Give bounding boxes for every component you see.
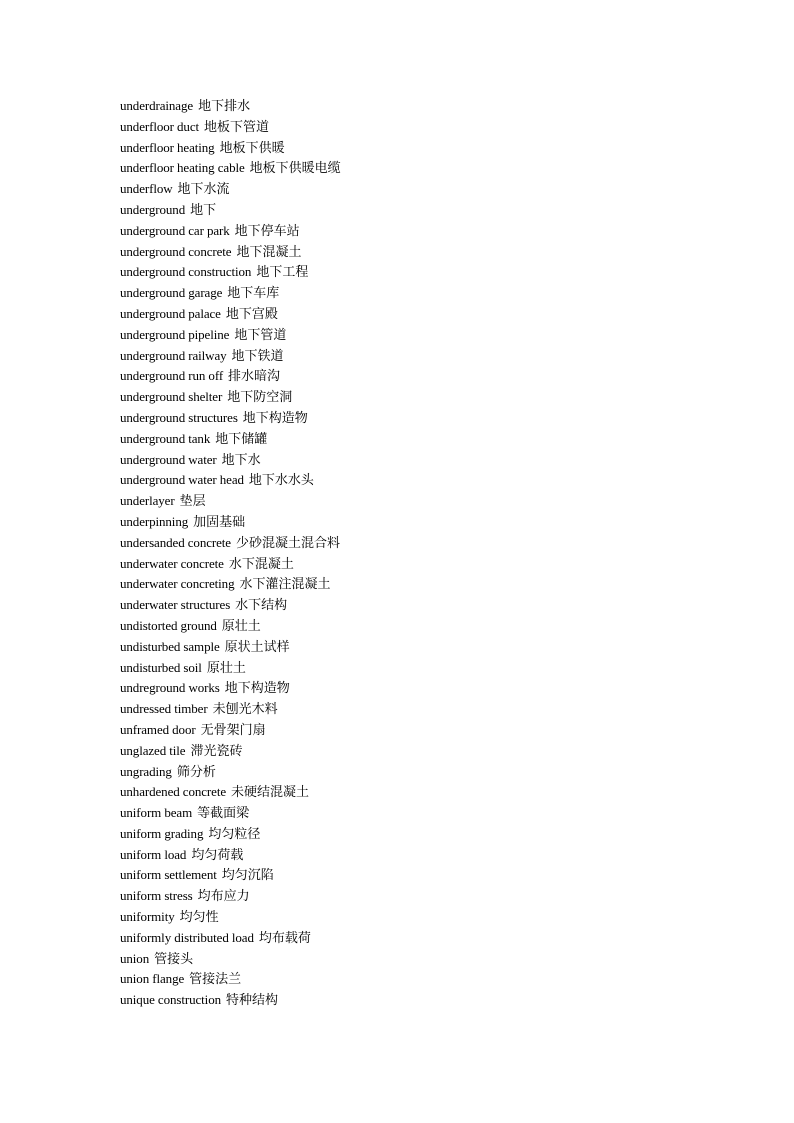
entry-translation: 地下铁道 [231,348,284,364]
entry-term: underdrainage [120,98,194,113]
entry-term: underfloor duct [120,118,200,134]
glossary-entry [120,616,341,637]
entry-term: undreground works [120,680,220,696]
entry-term: underground garage [120,285,223,301]
glossary-entry [120,845,341,866]
entry-translation: 排水暗沟 [228,369,281,385]
glossary-entry [120,803,341,824]
entry-translation: 地下车库 [227,286,280,302]
entry-translation: 地下构造物 [224,681,290,697]
glossary-entry [120,990,341,1011]
entry-translation: 均匀粒径 [208,826,261,842]
entry-translation: 无骨架门扇 [200,722,266,738]
glossary-entry [120,221,341,242]
glossary-entry [120,200,341,221]
entry-term: underpinning [120,513,189,529]
entry-term: uniform beam [120,805,193,821]
entry-translation: 地下水水头 [248,473,314,489]
entry-translation: 地下工程 [256,265,309,281]
entry-translation: 地下构造物 [242,410,308,426]
glossary-entry [120,658,341,679]
entry-term: unframed door [120,721,196,737]
entry-term: uniform stress [120,888,193,904]
entry-term: uniform grading [120,825,204,841]
entry-translation: 水下灌注混凝土 [239,577,331,593]
glossary-entry [120,699,341,720]
glossary-entry [120,283,341,304]
glossary-entry [120,762,341,783]
entry-term: unhardened concrete [120,784,227,800]
glossary-entry [120,242,341,263]
entry-term: underground shelter [120,389,223,405]
glossary-entry [120,595,341,616]
glossary-entry [120,886,341,907]
glossary-entry [120,470,341,491]
entry-translation: 特种结构 [226,993,279,1009]
glossary-entry [120,450,341,471]
entry-term: uniformity [120,909,175,925]
entry-term: underflow [120,181,173,197]
glossary-list [120,96,341,1011]
glossary-entry [120,720,341,741]
glossary-entry [120,928,341,949]
entry-translation: 均匀沉陷 [221,868,274,884]
entry-translation: 水下结构 [235,598,288,614]
entry-translation: 地下排水 [198,99,251,114]
glossary-entry [120,637,341,658]
glossary-entry [120,741,341,762]
glossary-entry [120,533,341,554]
entry-term: underwater concreting [120,576,235,592]
entry-translation: 地下管道 [234,327,287,343]
entry-translation: 地下宫殿 [225,306,278,322]
glossary-entry [120,304,341,325]
entry-term: underground railway [120,347,227,363]
glossary-entry [120,325,341,346]
entry-term: undisturbed sample [120,638,220,654]
entry-term: underground run off [120,368,224,384]
entry-term: union flange [120,971,185,987]
entry-translation: 未硬结混凝土 [231,785,310,801]
entry-translation: 水下混凝土 [228,556,294,572]
entry-term: unique construction [120,992,221,1008]
entry-translation: 地下防空洞 [227,390,293,406]
glossary-entry [120,782,341,803]
entry-term: ungrading [120,763,172,779]
entry-term: underground water [120,451,217,467]
glossary-entry [120,387,341,408]
glossary-entry [120,96,341,117]
entry-translation: 地下储罐 [215,431,268,447]
entry-term: underfloor heating [120,139,215,155]
entry-translation: 地下停车站 [234,223,300,239]
entry-term: underground tank [120,430,211,446]
glossary-entry [120,865,341,886]
entry-term: uniformly distributed load [120,929,254,945]
entry-term: underground pipeline [120,326,230,342]
entry-translation: 管接法兰 [189,972,242,988]
glossary-entry [120,366,341,387]
glossary-entry [120,678,341,699]
glossary-entry [120,949,341,970]
entry-term: unglazed tile [120,742,186,758]
entry-term: undisturbed soil [120,659,202,675]
entry-term: uniform settlement [120,867,217,883]
entry-term: underwater structures [120,597,231,613]
entry-translation: 等截面梁 [197,806,250,822]
entry-translation: 原壮土 [206,660,246,676]
glossary-entry [120,179,341,200]
entry-term: undistorted ground [120,617,217,633]
entry-translation: 地板下管道 [204,119,270,135]
entry-term: underground construction [120,264,252,280]
glossary-entry [120,408,341,429]
entry-term: undressed timber [120,701,208,717]
entry-translation: 垫层 [179,494,206,510]
entry-translation: 原壮土 [221,618,261,634]
entry-term: underground structures [120,409,238,425]
entry-term: underground car park [120,222,230,238]
entry-translation: 管接头 [154,951,194,967]
glossary-entry [120,512,341,533]
entry-translation: 地下水流 [177,182,230,198]
entry-translation: 均匀性 [179,910,219,926]
glossary-entry [120,969,341,990]
entry-term: underground palace [120,305,221,321]
glossary-entry [120,574,341,595]
glossary-entry [120,491,341,512]
glossary-entry [120,117,341,138]
entry-term: underlayer [120,493,175,509]
entry-term: underground water head [120,472,244,488]
glossary-entry [120,138,341,159]
entry-term: underground [120,201,186,217]
entry-term: underwater concrete [120,555,224,571]
entry-translation: 地板下供暖 [219,140,285,156]
entry-term: union [120,950,150,966]
entry-term: undersanded concrete [120,534,231,550]
entry-term: underfloor heating cable [120,160,245,176]
entry-translation: 地板下供暖电缆 [249,161,341,177]
entry-translation: 未刨光木料 [212,702,278,718]
glossary-entry [120,554,341,575]
entry-translation: 滞光瓷砖 [190,743,243,759]
entry-translation: 原状土试样 [224,639,290,655]
entry-translation: 地下 [190,202,217,218]
entry-translation: 地下混凝土 [236,244,302,260]
glossary-entry [120,158,341,179]
entry-translation: 加固基础 [193,514,246,530]
glossary-entry [120,429,341,450]
entry-translation: 少砂混凝土混合料 [235,535,340,551]
glossary-entry [120,824,341,845]
entry-translation: 均匀荷载 [191,847,244,863]
entry-translation: 均布载荷 [258,930,311,946]
entry-translation: 均布应力 [197,889,250,905]
glossary-entry [120,907,341,928]
glossary-entry [120,262,341,283]
entry-term: uniform load [120,846,187,862]
glossary-entry [120,346,341,367]
entry-translation: 筛分析 [176,764,216,780]
entry-term: underground concrete [120,243,232,259]
entry-translation: 地下水 [221,452,261,468]
